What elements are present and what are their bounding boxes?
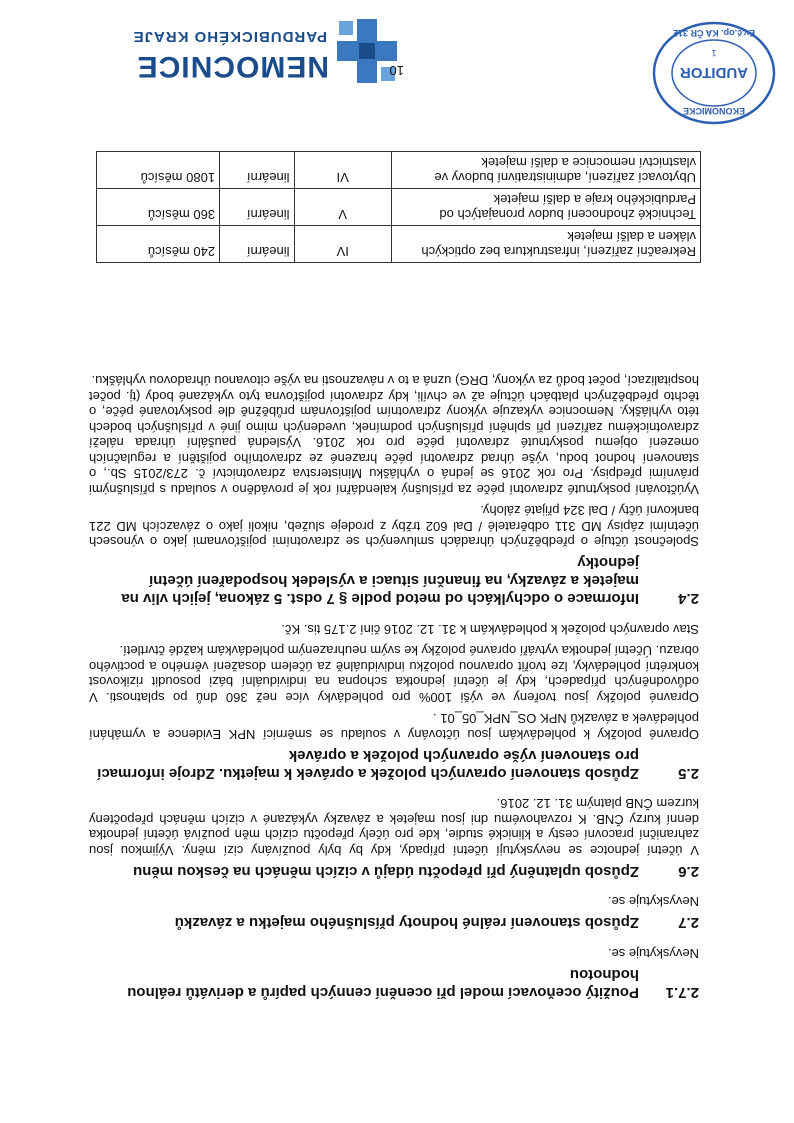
section-number: 2.4 [678, 590, 699, 608]
table-cell: IV [294, 226, 391, 263]
paragraph: Vyúčtování poskytnuté zdravotní péče za příslušný kalendářní rok je prováděno v souladu s příslušnými právními předpisy. Pro rok 2016 se jedná o vyhlášku Ministerstva zdravotnictví č. 273/2015 Sb., o stanovení hodnot bodu, výše úhrad zdravotní péče hrazené ze zdravotního pojištění a regulačních omezení objemu poskytnuté zdravotní péče pro rok 2016. Výsledná paušální úhrada náleží zdravotnickému zařízení při splnění příslušných podmínek, uvedených mimo jiné v příslušných bodech této vyhlášky. Nemocnice vykazuje výkony zdravotním pojišťovnám průběžně dle poskytované péče, o těchto předběžných platbách účtuje až ve chvíli, kdy zdravotní pojišťovna tyto vykázané body (tj. počet hospitalizací, počet bodů za výkony, DRG) uzná a to v návaznosti na výše citovanou úhradovou vyhlášku. [89, 373, 699, 497]
table-cell: 1080 měsíců [97, 152, 220, 189]
auditor-stamp [649, 28, 779, 128]
section-title: Informace o odchylkách od metod podle § 7 odst. 5 zákona, jejich vliv na majetek a závazky, na finanční situaci a výsledek hospodaření účetní jednotky [121, 554, 639, 608]
table-cell: lineární [220, 189, 294, 226]
section-heading [89, 965, 699, 1001]
section-heading [89, 554, 699, 608]
stamp-seal-icon [649, 18, 779, 128]
table-cell: V [294, 189, 391, 226]
svg-text:EKONOMICKÉ: EKONOMICKÉ [682, 106, 746, 116]
table-row [97, 189, 701, 226]
paragraph: Nevyskytuje se. [607, 946, 699, 961]
svg-text:1: 1 [711, 48, 717, 58]
table-cell: Ubytovací zařízení, administrativní budovy ve vlastnictví nemocnice a další majetek [391, 152, 700, 189]
table-cell: Rekreační zařízení, infrastruktura bez optických vláken a další majetek [391, 226, 700, 263]
table-cell: 240 měsíců [97, 226, 220, 263]
logo-subtitle: PARDUBICKÉHO KRAJE [132, 28, 327, 45]
paragraph: Stav opravných položek k pohledávkám k 31. 12. 2016 činí 2.175 tis. Kč. [281, 622, 699, 637]
table-cell: lineární [220, 152, 294, 189]
section-number: 2.6 [678, 863, 699, 880]
table-row [97, 226, 701, 263]
section-heading [89, 914, 699, 932]
section-title: Způsob stanovení reálné hodnoty příslušného majetku a závazků [174, 914, 639, 932]
section-heading [89, 746, 699, 782]
page-number: 10 [389, 63, 404, 78]
table-row [97, 152, 701, 189]
table-cell: lineární [220, 226, 294, 263]
section-heading [89, 862, 699, 880]
paragraph: Společnost účtuje o předběžných úhradách smluvených se zdravotními pojišťovnami jako o výnosech účetními zápisy MD 311 odběratelé / Dal 602 tržby z prodeje služeb, nikoli jako o závazcích MD 221 bankovní účty / Dal 324 přijaté zálohy. [89, 503, 699, 550]
section-title: Způsob stanovení opravných položek a oprávek k majetku. Zdroje informací pro stanovení výše opravných položek a oprávek [97, 747, 639, 782]
section-number: 2.5 [678, 765, 699, 782]
section-number: 2.7.1 [665, 984, 699, 1001]
section-title: Použitý oceňovací model při ocenění cenných papírů a derivátů reálnou hodnotou [127, 966, 639, 1001]
paragraph: V účetní jednotce se nevyskytují účetní případy, kdy by byly používány cizí měny. Výjimkou jsou zahraniční pracovní cesty a klinické studie, kde pro účely přepočtu cizích měn používá účetní jednotka denní kurzy ČNB. K rozvahovému dni jsou majetek a závazky vykázané v cizích měnách přepočteny kurzem ČNB platným 31. 12. 2016. [89, 796, 699, 858]
svg-text:Ev.č.op. KA ČR 312: Ev.č.op. KA ČR 312 [672, 28, 756, 38]
body-content [89, 268, 699, 1003]
section-number: 2.7 [678, 914, 699, 932]
table-cell: 360 měsíců [97, 189, 220, 226]
svg-text:AUDITOR: AUDITOR [679, 64, 749, 81]
logo-title: NEMOCNICE [136, 50, 329, 83]
depreciation-table [96, 151, 701, 263]
paragraph: Nevyskytuje se. [607, 894, 699, 910]
paragraph: Opravné položky k pohledávkám jsou účtovány v souladu se směrnicí NPK Evidence a vymáhání pohledávek a závazků NPK OS_NPK_05_01 . [89, 711, 699, 742]
table-cell: Technické zhodnocení budov pronajatých od Pardubického kraje a další majetek [391, 189, 700, 226]
table-cell: VI [294, 152, 391, 189]
logo-cross-icon [337, 19, 397, 83]
section-title: Způsob uplatněný při přepočtu údajů v cizích měnách na českou měnu [133, 863, 639, 880]
paragraph: Opravné položky jsou tvořeny ve výši 100% pro pohledávky více než 360 dnů po splatnosti. V odůvodněných případech, kdy je účetní jednotka schopna na individuální bázi posoudit rizikovost konkrétní pohledávky, lze tvořit opravnou položku individuálně za účelem dosažení věrného a poctivého obrazu. Účetní jednotka vytváří opravné položky ke svým neuhrazeným pohledávkám každé čtvrtletí. [89, 643, 699, 705]
